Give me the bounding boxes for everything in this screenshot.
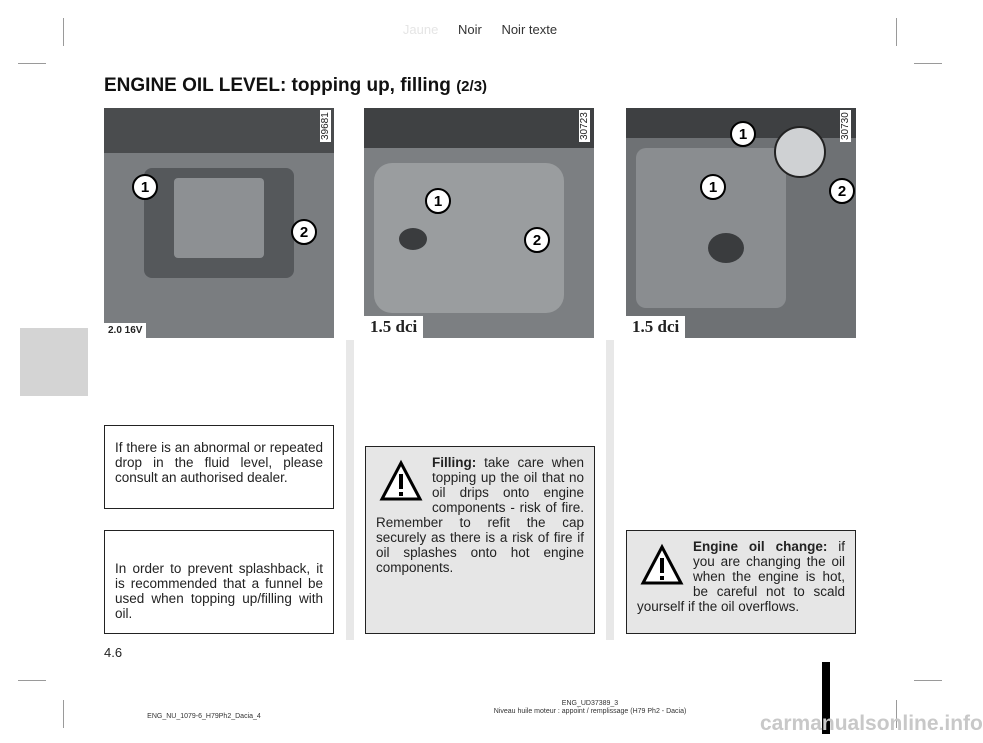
dealer-note-text: If there is an abnormal or repeated drop in the fluid level, please consult an authorised dealer. (115, 440, 323, 485)
engine-cover (636, 148, 786, 308)
callout-1: 1 (425, 188, 451, 214)
engine-variant-label: 1.5 dci (364, 316, 423, 338)
cap-detail-inset (774, 126, 826, 178)
crop-mark (914, 680, 942, 681)
callout-1: 1 (700, 174, 726, 200)
page-number: 4.6 (104, 645, 123, 660)
photo-reference-code: 39681 (320, 112, 331, 140)
crop-mark (914, 63, 942, 64)
crop-mark (18, 63, 46, 64)
print-color-header (0, 22, 960, 37)
engine-variant-label: 1.5 dci (626, 316, 685, 338)
funnel-note-text: In order to prevent splashback, it is recommended that a funnel be used when topping up/filling with oil. (115, 561, 323, 621)
footer-section-code: ENG_UD37389_3 (561, 700, 619, 707)
color-label-jaune: Jaune (402, 22, 439, 37)
oil-change-warning-text: if you are changing the oil when the engine is hot, be careful not to scald yourself if the oil overflows. (637, 539, 845, 614)
callout-2: 2 (291, 219, 317, 245)
column-divider (606, 340, 614, 640)
footer-section-ref (440, 700, 740, 716)
oil-change-warning-heading: Engine oil change: (693, 539, 828, 554)
crop-mark (63, 700, 64, 728)
page-title (104, 75, 487, 97)
engine-photo-1-5-dci-b (626, 108, 856, 338)
watermark: carmanualsonline.info (760, 712, 983, 735)
title-part: (2/3) (456, 78, 488, 95)
column-divider (346, 340, 354, 640)
engine-variant-label: 2.0 16V (104, 323, 146, 338)
filling-warning (365, 446, 595, 634)
color-label-noir-texte: Noir texte (501, 22, 558, 37)
section-tab-marker (20, 328, 88, 396)
oil-filler-cap (708, 233, 744, 263)
hood-shadow (104, 108, 334, 153)
footer-doc-id: ENG_NU_1079-6_H79Ph2_Dacia_4 (147, 713, 261, 720)
engine-photo-1-5-dci-a (364, 108, 594, 338)
callout-1: 1 (730, 121, 756, 147)
oil-change-warning (626, 530, 856, 634)
callout-2: 2 (829, 178, 855, 204)
warning-triangle-icon (380, 461, 422, 501)
filling-warning-heading: Filling: (432, 455, 477, 470)
footer-section-title: Niveau huile moteur : appoint / remplissage (H79 Ph2 - Dacia) (493, 708, 687, 715)
color-label-noir: Noir (457, 22, 482, 37)
hood-shadow (364, 108, 594, 148)
photo-reference-code: 30730 (840, 112, 851, 140)
engine-photo-2-0-16v (104, 108, 334, 338)
title-main: ENGINE OIL LEVEL: topping up, filling (104, 75, 451, 96)
filling-warning-text: take care when topping up the oil that no oil drips onto engine components - risk of fire. Remember to refit the cap securely as there is a risk of fire if oil splashes onto hot engine components. (376, 455, 584, 575)
callout-1: 1 (132, 174, 158, 200)
dealer-note (104, 425, 334, 509)
crop-mark (18, 680, 46, 681)
oil-filler-cap (399, 228, 427, 250)
callout-2: 2 (524, 227, 550, 253)
photo-reference-code: 30723 (579, 112, 590, 140)
warning-triangle-icon (641, 545, 683, 585)
engine-cover (174, 178, 264, 258)
funnel-note (104, 530, 334, 634)
